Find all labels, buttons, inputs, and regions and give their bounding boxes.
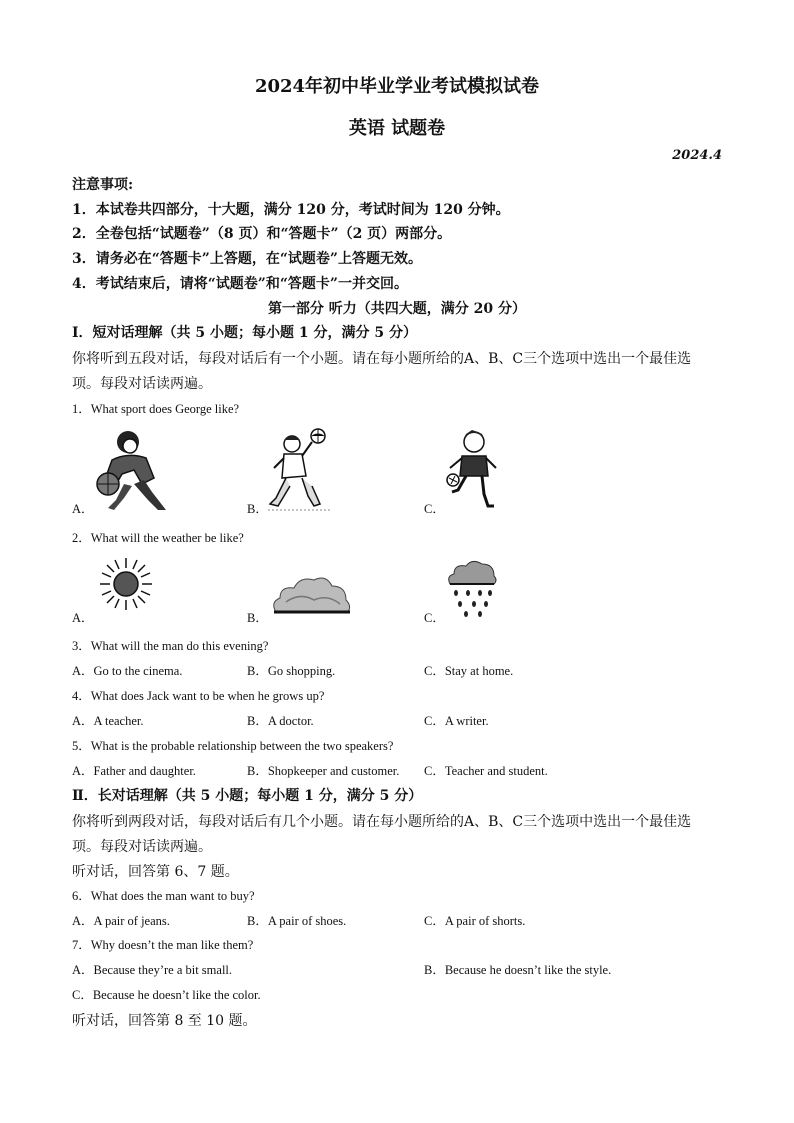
q2-option-b-label: B． bbox=[247, 611, 268, 625]
rainy-icon bbox=[446, 560, 498, 618]
part1-heading: 第一部分 听力（共四大题，满分 20 分） bbox=[267, 301, 527, 317]
q5-stem: 5．What is the probable relationship between the two speakers? bbox=[72, 739, 394, 753]
q2-option-c-label: C． bbox=[424, 611, 445, 625]
section1-instruction-2: 项。每段对话读两遍。 bbox=[72, 376, 212, 392]
q7-option-a: A．Because they’re a bit small. bbox=[72, 963, 233, 977]
q4-option-a: A．A teacher. bbox=[72, 714, 144, 728]
section1-instruction-1: 你将听到五段对话，每段对话后有一个小题。请在每小题所给的A、B、C三个选项中选出一个最佳选 bbox=[72, 351, 692, 367]
q1-stem: 1．What sport does George like? bbox=[72, 402, 240, 416]
q6-option-a: A．A pair of jeans. bbox=[72, 914, 170, 928]
q2-option-a-label: A． bbox=[72, 611, 94, 625]
q6-option-b: B．A pair of shoes. bbox=[247, 914, 347, 928]
q6-stem: 6．What does the man want to buy? bbox=[72, 889, 255, 903]
q7-stem: 7．Why doesn’t the man like them? bbox=[72, 938, 254, 952]
exam-date: 2024.4 bbox=[672, 148, 722, 163]
q1-option-c-label: C． bbox=[424, 502, 445, 516]
q1-option-b-label: B． bbox=[247, 502, 268, 516]
basketball-player-icon bbox=[94, 426, 180, 514]
football-player-icon bbox=[444, 428, 500, 510]
exam-subtitle: 英语 试题卷 bbox=[348, 118, 446, 139]
q4-option-c: C．A writer. bbox=[424, 714, 489, 728]
sunny-icon bbox=[98, 556, 154, 612]
exam-title: 2024年初中毕业学业考试模拟试卷 bbox=[254, 76, 540, 97]
section2-instruction-1: 你将听到两段对话，每段对话后有几个小题。请在每小题所给的A、B、C三个选项中选出一个最佳选 bbox=[72, 814, 692, 830]
volleyball-player-icon bbox=[268, 424, 334, 514]
note-item-4: 4．考试结束后，请将“试题卷”和“答题卡”一并交回。 bbox=[72, 276, 408, 292]
q3-stem: 3．What will the man do this evening? bbox=[72, 639, 269, 653]
section2-instruction-2: 项。每段对话读两遍。 bbox=[72, 839, 212, 855]
q4-stem: 4．What does Jack want to be when he grows up? bbox=[72, 689, 325, 703]
q5-option-b: B．Shopkeeper and customer. bbox=[247, 764, 400, 778]
section1-heading: Ⅰ．短对话理解（共 5 小题；每小题 1 分，满分 5 分） bbox=[72, 325, 418, 341]
q3-option-b: B．Go shopping. bbox=[247, 664, 336, 678]
q5-option-c: C．Teacher and student. bbox=[424, 764, 548, 778]
section2-heading: Ⅱ．长对话理解（共 5 小题；每小题 1 分，满分 5 分） bbox=[72, 788, 423, 804]
note-item-2: 2．全卷包括“试题卷”（8 页）和“答题卡”（2 页）两部分。 bbox=[72, 226, 452, 242]
note-item-1: 1．本试卷共四部分，十大题，满分 120 分，考试时间为 120 分钟。 bbox=[72, 202, 510, 218]
dialogue-lead-8-10: 听对话，回答第 8 至 10 题。 bbox=[72, 1013, 257, 1029]
q2-stem: 2．What will the weather be like? bbox=[72, 531, 244, 545]
q1-option-a-label: A． bbox=[72, 502, 94, 516]
q3-option-c: C．Stay at home. bbox=[424, 664, 514, 678]
q7-option-b: B．Because he doesn’t like the style. bbox=[424, 963, 612, 977]
cloudy-icon bbox=[270, 572, 352, 616]
q3-option-a: A．Go to the cinema. bbox=[72, 664, 183, 678]
note-item-3: 3．请务必在“答题卡”上答题，在“试题卷”上答题无效。 bbox=[72, 251, 422, 267]
q4-option-b: B．A doctor. bbox=[247, 714, 314, 728]
notes-heading: 注意事项: bbox=[72, 177, 134, 193]
q6-option-c: C．A pair of shorts. bbox=[424, 914, 526, 928]
dialogue-lead-6-7: 听对话，回答第 6、7 题。 bbox=[72, 864, 239, 880]
q7-option-c: C．Because he doesn’t like the color. bbox=[72, 988, 261, 1002]
q5-option-a: A．Father and daughter. bbox=[72, 764, 196, 778]
